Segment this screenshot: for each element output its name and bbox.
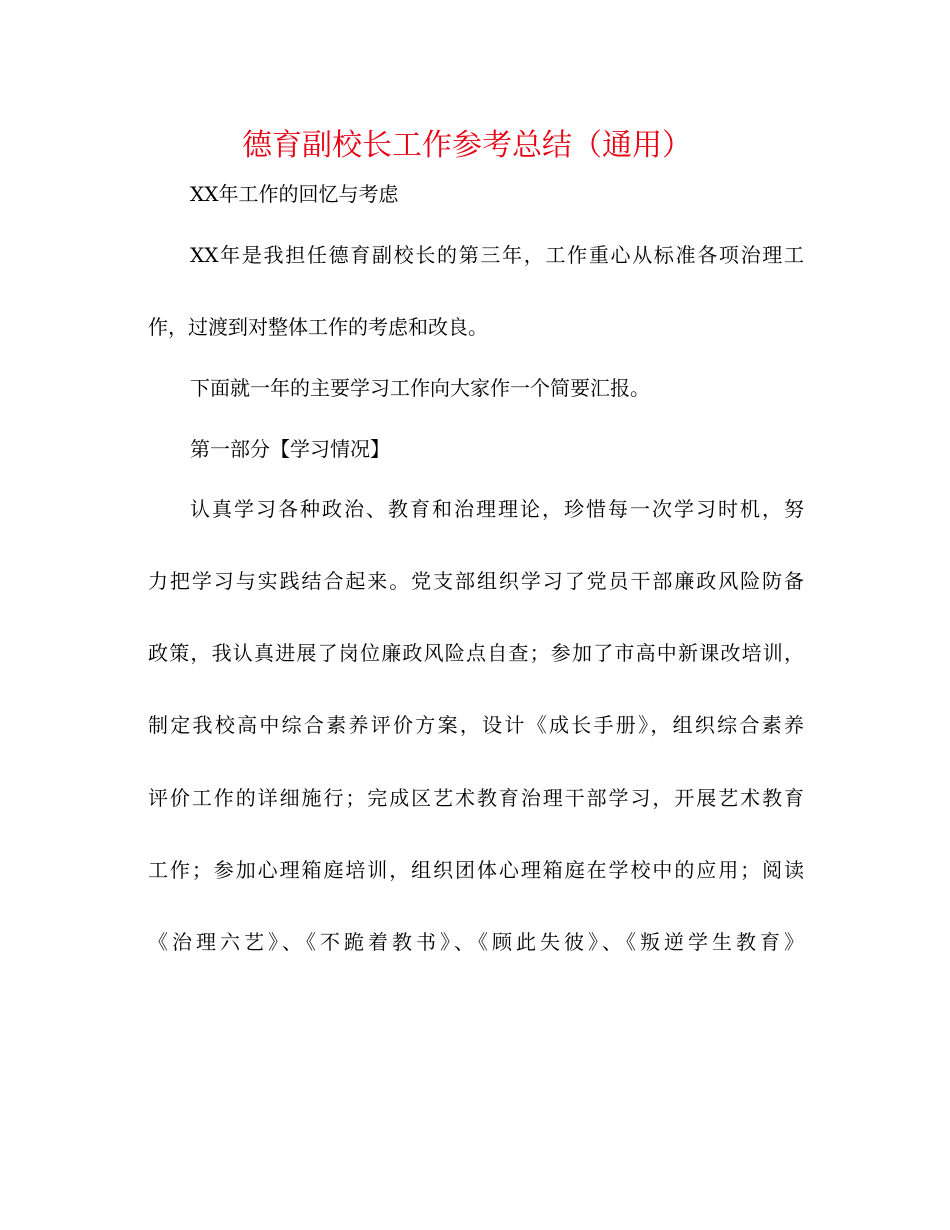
paragraph-line: XX年是我担任德育副校长的第三年，工作重心从标准各项治理工 bbox=[190, 243, 804, 267]
paragraph-line: 《治理六艺》、《不跪着教书》、《顾此失彼》、《叛逆学生教育》 bbox=[148, 930, 804, 954]
paragraph-line: 作，过渡到对整体工作的考虑和改良。 bbox=[148, 315, 488, 339]
document-title: 德育副校长工作参考总结（通用） bbox=[242, 128, 692, 163]
paragraph-line: 认真学习各种政治、教育和治理理论，珍惜每一次学习时机，努 bbox=[190, 497, 804, 521]
paragraph-line: 力把学习与实践结合起来。党支部组织学习了党员干部廉政风险防备 bbox=[148, 569, 804, 593]
paragraph-line: 制定我校高中综合素养评价方案，设计《成长手册》，组织综合素养 bbox=[148, 713, 804, 737]
paragraph-line: 下面就一年的主要学习工作向大家作一个简要汇报。 bbox=[190, 376, 650, 400]
section-heading: 第一部分【学习情况】 bbox=[190, 437, 390, 461]
paragraph-line: 评价工作的详细施行；完成区艺术教育治理干部学习，开展艺术教育 bbox=[148, 786, 804, 810]
paragraph-line: 政策，我认真进展了岗位廉政风险点自查；参加了市高中新课改培训， bbox=[148, 641, 804, 665]
paragraph-line: 工作；参加心理箱庭培训，组织团体心理箱庭在学校中的应用；阅读 bbox=[148, 858, 804, 882]
paragraph-line: XX年工作的回忆与考虑 bbox=[190, 182, 399, 206]
